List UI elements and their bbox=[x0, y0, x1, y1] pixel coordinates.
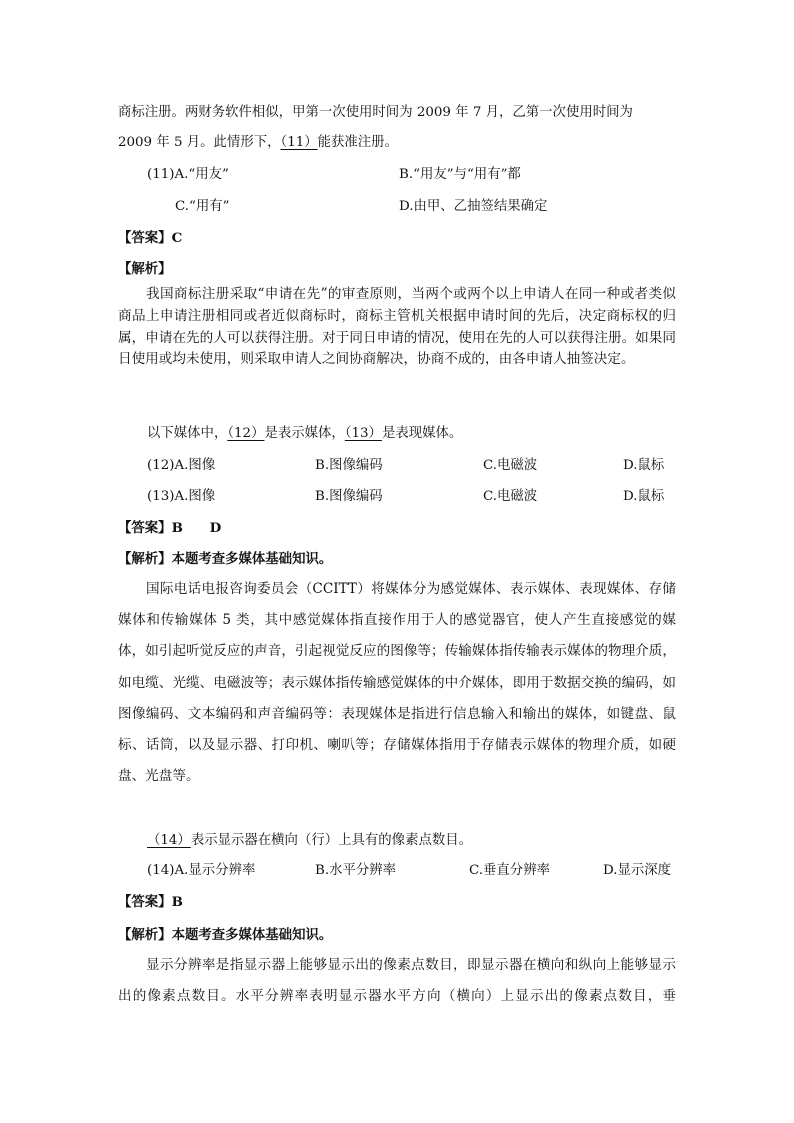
question-12-13 bbox=[147, 425, 462, 443]
analysis-label: 【解析】 bbox=[118, 927, 172, 943]
option-13-b: B.图像编码 bbox=[315, 489, 383, 504]
intro-line-2 bbox=[118, 134, 398, 152]
option-12-c: C.电磁波 bbox=[483, 458, 538, 473]
option-11-d: D.由甲、乙抽签结果确定 bbox=[399, 199, 548, 214]
option-11-b: B.“用友”与“用有”都 bbox=[399, 167, 521, 182]
option-14-a: (14)A.显示分辨率 bbox=[147, 863, 256, 878]
answer-value: C bbox=[171, 230, 183, 246]
option-11-c: C.“用有” bbox=[175, 199, 230, 214]
option-13-d: D.鼠标 bbox=[623, 489, 665, 504]
answer-label: 【答案】 bbox=[118, 230, 172, 246]
analysis-title: 本题考查多媒体基础知识。 bbox=[171, 551, 333, 567]
answer-label: 【答案】 bbox=[118, 894, 172, 910]
option-14-b: B.水平分辨率 bbox=[315, 863, 397, 878]
analysis-12-13-text: 国际电话电报咨询委员会（CCITT）将媒体分为感觉媒体、表示媒体、表现媒体、存储媒体和传输媒体 5 类，其中感觉媒体指直接作用于人的感觉器官，使人产生直接感觉的媒体，如引起听觉反应的声音，引起视觉反应的图像等；传输媒体指传输表示媒体的物理介质，如电缆、光缆、电磁波等；表示媒体指传输感觉媒体的中介媒体，即用于数据交换的编码，如图像编码、文本编码和声音编码等：表现媒体是指进行信息输入和输出的媒体，如键盘、鼠标、话筒，以及显示器、打印机、喇叭等；存储媒体指用于存储表示媒体的物理介质，如硬盘、光盘等。 bbox=[118, 581, 676, 785]
answer-label: 【答案】 bbox=[118, 520, 172, 536]
option-13-a: (13)A.图像 bbox=[147, 489, 216, 504]
intro-line-2-pre: 2009 年 5 月。此情形下， bbox=[118, 135, 281, 150]
q12-pre: 以下媒体中， bbox=[147, 426, 228, 441]
answer-value: B bbox=[171, 894, 183, 910]
analysis-14-heading bbox=[118, 926, 332, 944]
blank-14: （14） bbox=[147, 833, 191, 848]
option-12-d: D.鼠标 bbox=[623, 458, 665, 473]
option-14-c: C.垂直分辨率 bbox=[469, 863, 550, 878]
option-14-d: D.显示深度 bbox=[603, 863, 672, 878]
question-14 bbox=[147, 832, 472, 850]
option-12-b: B.图像编码 bbox=[315, 458, 383, 473]
answer-12-13 bbox=[118, 519, 221, 537]
analysis-12-13-heading bbox=[118, 550, 332, 568]
analysis-title: 本题考查多媒体基础知识。 bbox=[171, 927, 333, 943]
answer-value: B D bbox=[171, 520, 222, 536]
blank-13: （13） bbox=[344, 426, 382, 441]
answer-14 bbox=[118, 893, 183, 911]
q14-post: 表示显示器在横向（行）上具有的像素点数目。 bbox=[190, 833, 473, 848]
option-11-a: (11)A.“用友” bbox=[147, 167, 229, 182]
analysis-label: 【解析】 bbox=[118, 551, 172, 567]
option-12-a: (12)A.图像 bbox=[147, 458, 216, 473]
q12-mid: 是表示媒体， bbox=[264, 426, 345, 441]
q13-post: 是表现媒体。 bbox=[381, 426, 463, 441]
intro-line-1: 商标注册。两财务软件相似，甲第一次使用时间为 2009 年 7 月，乙第一次使用时间为 bbox=[118, 105, 633, 120]
blank-12: （12） bbox=[227, 426, 265, 441]
analysis-label: 【解析】 bbox=[118, 261, 172, 277]
analysis-14-text: 显示分辨率是指显示器上能够显示出的像素点数目，即显示器在横向和纵向上能够显示出的像素点数目。水平分辨率表明显示器水平方向（横向）上显示出的像素点数目，垂 bbox=[118, 957, 676, 1005]
answer-11 bbox=[118, 229, 182, 247]
blank-11: （11） bbox=[280, 135, 318, 150]
intro-line-2-post: 能获准注册。 bbox=[317, 135, 398, 150]
option-13-c: C.电磁波 bbox=[483, 489, 538, 504]
analysis-11-text: 我国商标注册采取“申请在先”的审查原则，当两个或两个以上申请人在同一种或者类似商品上申请注册相同或者近似商标时，商标主管机关根据申请时间的先后，决定商标权的归属，申请在先的人可以获得注册。对于同日申请的情况，使用在先的人可以获得注册。如果同日使用或均未使用，则采取申请人之间协商解决，协商不成的，由各申请人抽签决定。 bbox=[118, 286, 676, 368]
